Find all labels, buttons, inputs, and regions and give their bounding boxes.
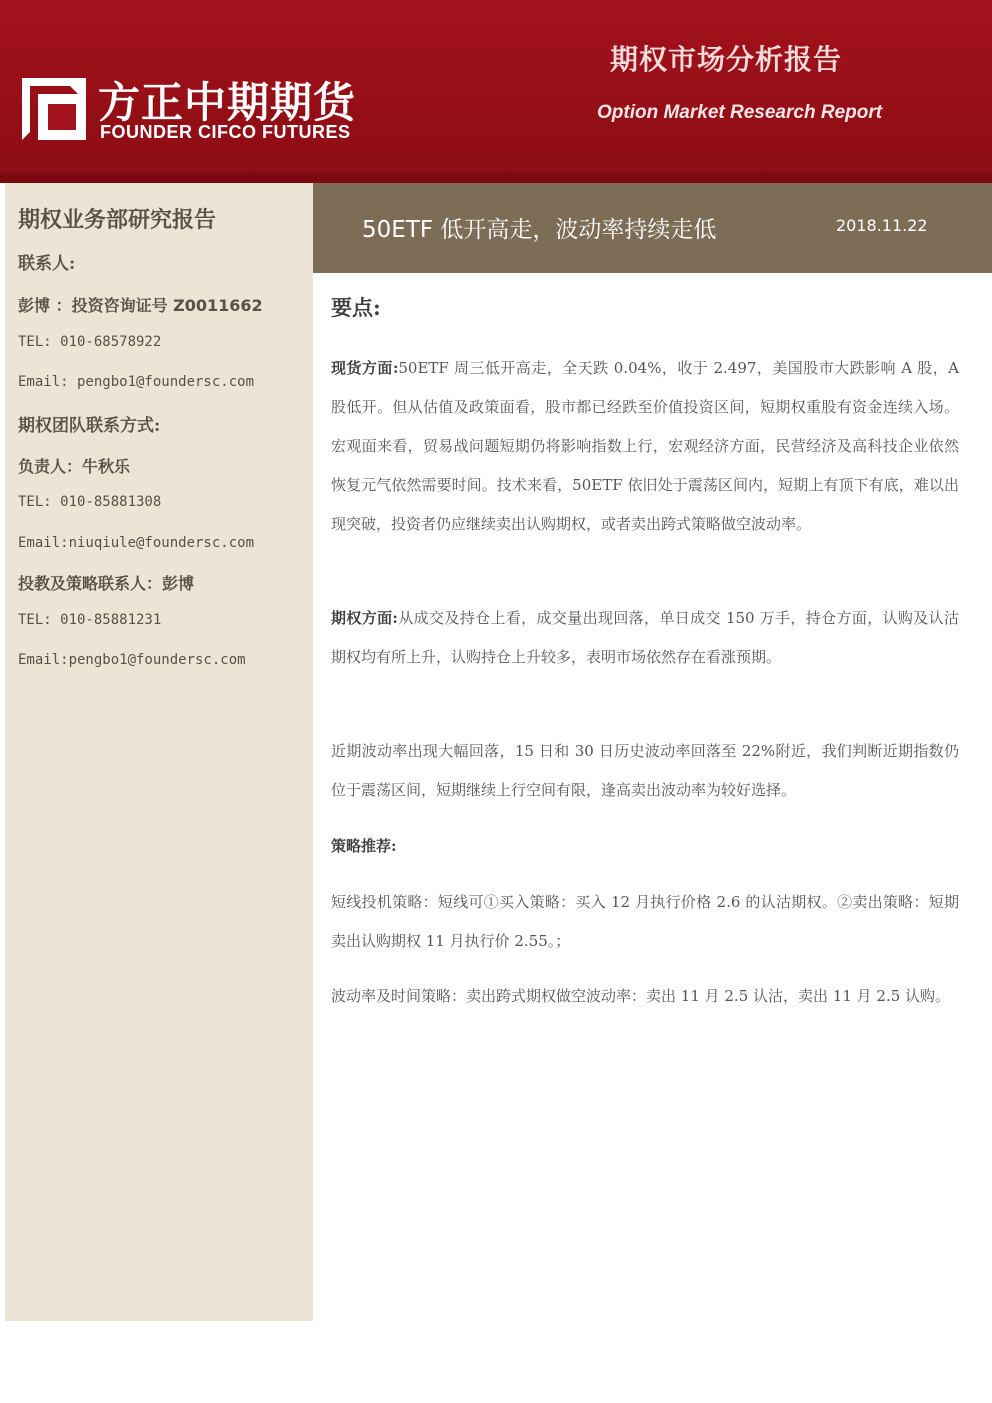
spot-paragraph <box>331 349 959 544</box>
spot-label: 现货方面: <box>331 359 399 377</box>
volatility-time-strategy-paragraph: 波动率及时间策略：卖出跨式期权做空波动率：卖出 11 月 2.5 认沽，卖出 11 月 2.5 认购。 <box>331 987 951 1005</box>
report-header <box>0 0 992 183</box>
headline-bar <box>313 183 992 273</box>
logo-english-name: FOUNDER CIFCO FUTURES <box>100 122 351 142</box>
lead-tel: TEL: 010-85881308 <box>18 494 162 510</box>
founder-logo-icon <box>22 78 86 140</box>
lead-name: 负责人：牛秋乐 <box>18 457 131 476</box>
logo-chinese-name: 方正中期期货 <box>98 78 357 127</box>
option-paragraph <box>331 599 959 677</box>
edu-heading: 投教及策略联系人：彭博 <box>18 574 195 593</box>
option-label: 期权方面: <box>331 609 398 627</box>
contact-tel: TEL: 010-68578922 <box>18 334 162 350</box>
key-points-title: 要点: <box>331 295 381 320</box>
option-text: 从成交及持仓上看，成交量出现回落，单日成交 150 万手，持仓方面，认购及认沽期权均有所上升，认购持仓上升较多，表明市场依然存在看涨预期。 <box>331 609 959 666</box>
edu-tel: TEL: 010-85881231 <box>18 612 162 628</box>
team-heading: 期权团队联系方式: <box>18 416 161 436</box>
report-date: 2018.11.22 <box>836 216 928 235</box>
spot-text: 50ETF 周三低开高走，全天跌 0.04%，收于 2.497，美国股市大跌影响 A 股，A 股低开。但从估值及政策面看，股市都已经跌至价值投资区间，短期权重股有资金连续入场。宏观面来看，贸易战问题短期仍将影响指数上行，宏观经济方面，民营经济及高科技企业依然恢复元气依然需要时间。技术来看，50ETF 依旧处于震荡区间内，短期上有顶下有底，难以出现突破，投资者仍应继续卖出认购期权，或者卖出跨式策略做空波动率。 <box>331 359 959 533</box>
lead-email[interactable]: Email:niuqiule@foundersc.com <box>18 535 255 551</box>
contact-name: 彭博 ：投资咨询证号 Z0011662 <box>18 296 263 315</box>
short-term-strategy-paragraph: 短线投机策略：短线可①买入策略：买入 12 月执行价格 2.6 的认沽期权。②卖出策略：短期卖出认购期权 11 月执行价 2.55。； <box>331 893 959 950</box>
report-headline: 50ETF 低开高走，波动率持续走低 <box>362 217 717 243</box>
contact-heading: 联系人: <box>18 254 76 274</box>
report-type-subtitle: Option Market Research Report <box>597 102 883 123</box>
contact-email[interactable]: Email: pengbo1@foundersc.com <box>18 374 255 390</box>
report-type-title: 期权市场分析报告 <box>610 43 843 76</box>
contact-sidebar <box>5 183 313 1321</box>
header-divider <box>0 173 992 183</box>
strategy-heading <box>331 827 959 866</box>
edu-email[interactable]: Email:pengbo1@foundersc.com <box>18 652 246 668</box>
department-title: 期权业务部研究报告 <box>18 207 217 233</box>
strategy-label: 策略推荐: <box>331 837 397 855</box>
volatility-paragraph: 近期波动率出现大幅回落，15 日和 30 日历史波动率回落至 22%附近，我们判断近期指数仍位于震荡区间，短期继续上行空间有限，逢高卖出波动率为较好选择。 <box>331 742 959 799</box>
